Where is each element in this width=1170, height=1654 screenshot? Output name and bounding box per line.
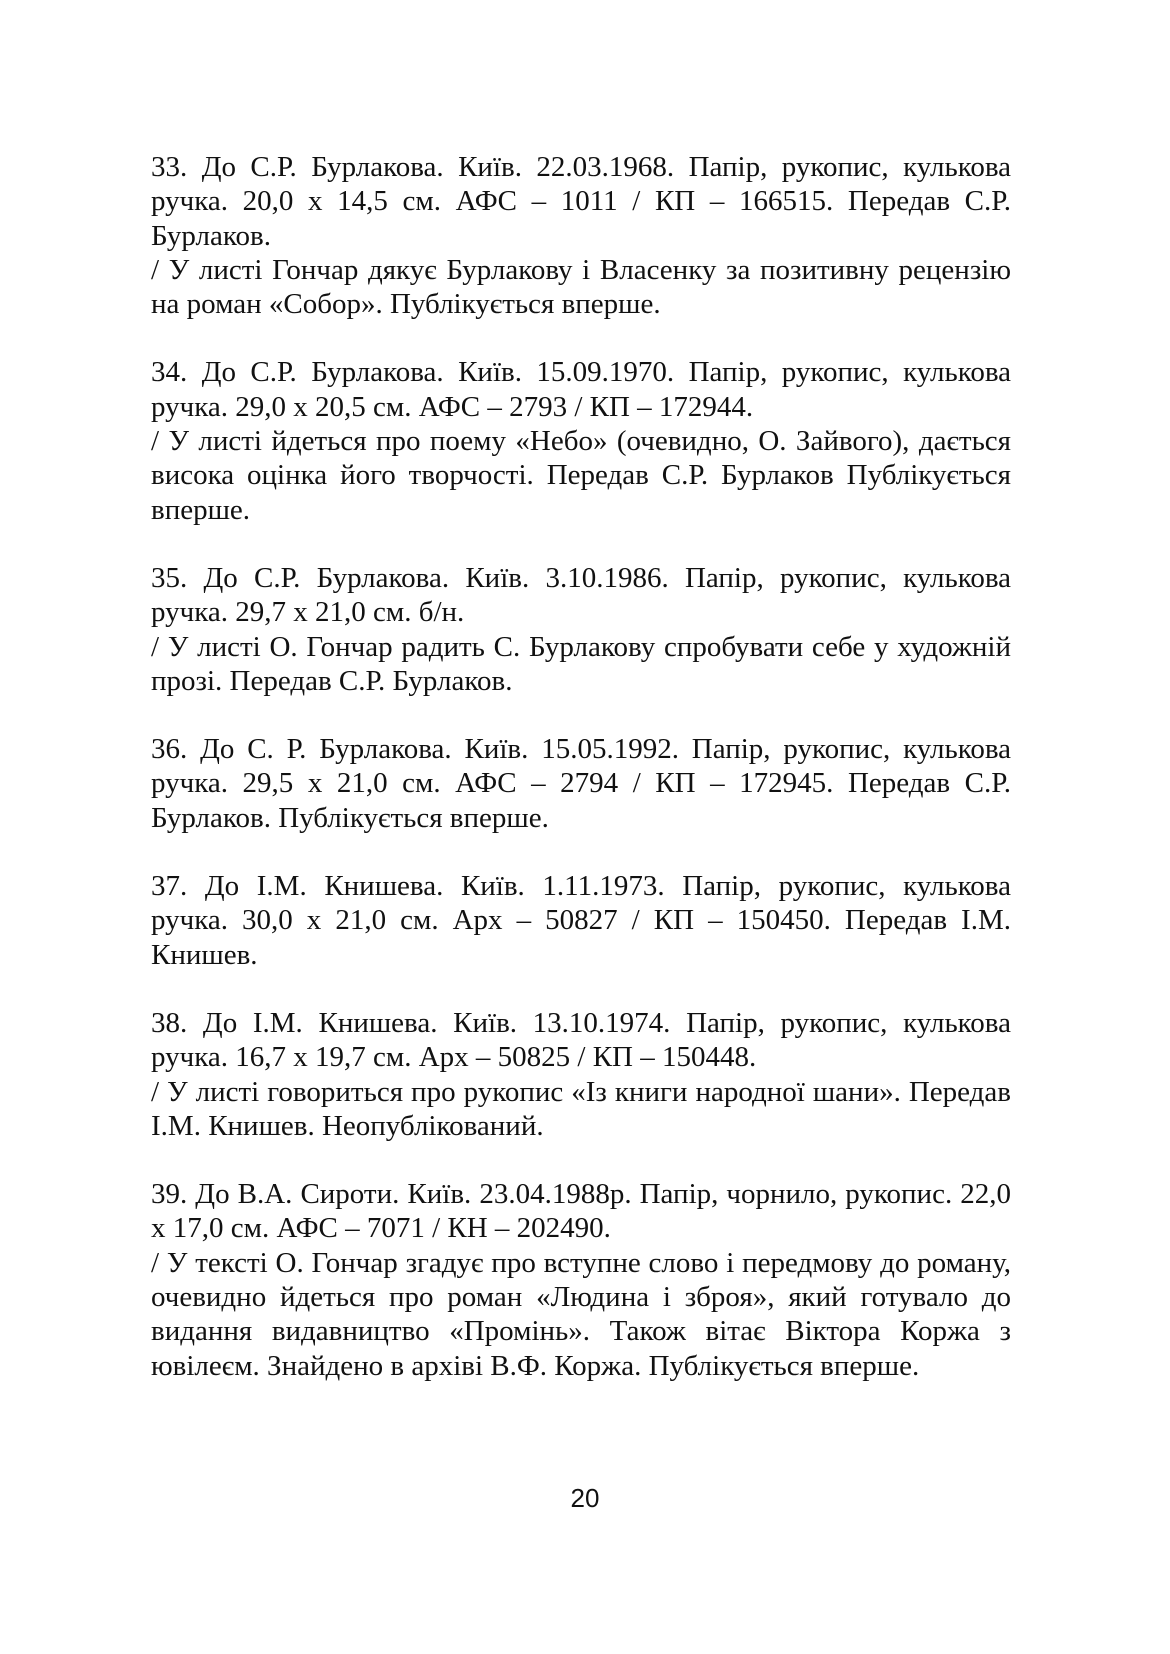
page-number: 20: [570, 1483, 600, 1513]
entry-note: / У листі йдеться про поему «Небо» (очевидно, О. Зайвого), дається висока оцінка його творчості. Передав С.Р. Бурлаков Публікується вперше.: [151, 425, 1011, 526]
entry-34: [151, 355, 1011, 526]
entry-note: / У листі Гончар дякує Бурлакову і Власенку за позитивну рецензію на роман «Собор». Публікується вперше.: [151, 253, 1011, 321]
entries-list: [151, 150, 1011, 1417]
entry-description: 36. До С. Р. Бурлакова. Київ. 15.05.1992. Папір, рукопис, кулькова ручка. 29,5 х 21,0 см. АФС – 2794 / КП – 172945. Передав С.Р. Бурлаков. Публікується вперше.: [151, 733, 1011, 834]
entry-description: 33. До С.Р. Бурлакова. Київ. 22.03.1968. Папір, рукопис, кулькова ручка. 20,0 х 14,5 см. АФС – 1011 / КП – 166515. Передав С.Р. Бурлаков.: [151, 151, 1011, 252]
entry-note: / У тексті О. Гончар згадує про вступне слово і передмову до роману, очевидно йдеться про роман «Людина і зброя», який готувало до видання видавництво «Промінь». Також вітає Віктора Коржа з ювілеєм. Знайдено в архіві В.Ф. Коржа. Публікується вперше.: [151, 1246, 1011, 1382]
entry-39: [151, 1177, 1011, 1383]
entry-description: 37. До І.М. Книшева. Київ. 1.11.1973. Папір, рукопис, кулькова ручка. 30,0 х 21,0 см. Арх – 50827 / КП – 150450. Передав І.М. Книшев.: [151, 870, 1011, 971]
entry-description: 39. До В.А. Сироти. Київ. 23.04.1988р. Папір, чорнило, рукопис. 22,0 х 17,0 см. АФС – 7071 / КН – 202490.: [151, 1178, 1011, 1245]
entry-note: / У листі О. Гончар радить С. Бурлакову спробувати себе у художній прозі. Передав С.Р. Бурлаков.: [151, 630, 1011, 697]
entry-33: [151, 150, 1011, 321]
entry-note: / У листі говориться про рукопис «Із книги народної шани». Передав І.М. Книшев. Неопублікований.: [151, 1075, 1011, 1142]
entry-description: 38. До І.М. Книшева. Київ. 13.10.1974. Папір, рукопис, кулькова ручка. 16,7 х 19,7 см. Арх – 50825 / КП – 150448.: [151, 1006, 1011, 1074]
entry-35: [151, 561, 1011, 698]
entry-38: [151, 1006, 1011, 1143]
entry-description: 34. До С.Р. Бурлакова. Київ. 15.09.1970. Папір, рукопис, кулькова ручка. 29,0 х 20,5 см. АФС – 2793 / КП – 172944.: [151, 356, 1011, 423]
entry-description: 35. До С.Р. Бурлакова. Київ. 3.10.1986. Папір, рукопис, кулькова ручка. 29,7 х 21,0 см. б/н.: [151, 561, 1011, 629]
entry-36: [151, 732, 1011, 835]
entry-37: [151, 869, 1011, 972]
